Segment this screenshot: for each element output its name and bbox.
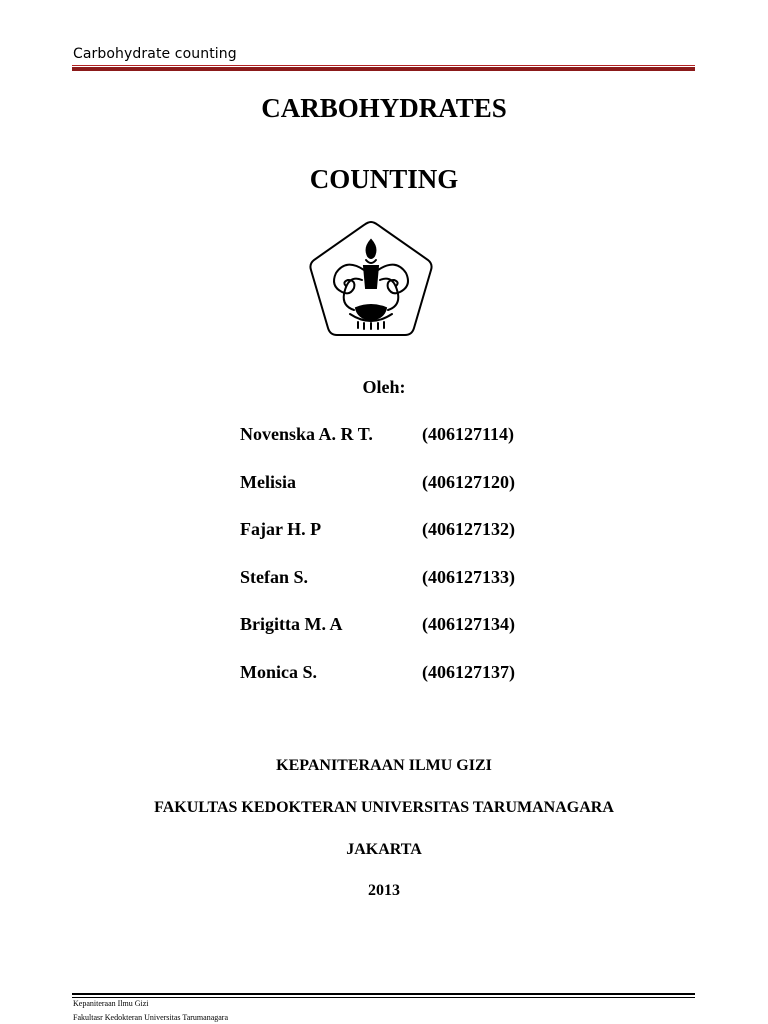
author-row [240,472,560,520]
author-row [240,519,560,567]
author-row [240,424,560,472]
running-header-title: Carbohydrate counting [73,46,237,62]
authors-list [240,424,560,710]
department-name: KEPANITERAAN ILMU GIZI [276,757,492,774]
document-title-line-2: COUNTING [309,164,459,194]
author-name: Stefan S. [240,566,309,587]
author-name: Monica S. [240,661,318,682]
document-title-line-1: CARBOHYDRATES [261,93,507,123]
author-name: Fajar H. P [240,519,322,540]
footer-department: Kepaniteraan Ilmu Gizi [73,999,149,1008]
author-name: Melisia [240,471,296,492]
author-row [240,567,560,615]
author-name: Novenska A. R T. [240,424,373,444]
footer-rule-thick [72,993,695,995]
author-row [240,614,560,662]
header-rule-thin [72,65,695,66]
authors-intro: Oleh: [362,377,406,397]
footer-faculty: Fakultasr Kedokteran Universitas Tarumanagara [73,1013,229,1022]
author-id: (406127137) [422,661,515,682]
author-id: (406127132) [422,519,515,540]
author-row [240,662,560,710]
author-id: (406127114) [422,424,514,444]
publication-year: 2013 [368,882,400,899]
author-name: Brigitta M. A [240,614,343,635]
author-id: (406127134) [422,614,515,635]
faculty-name: FAKULTAS KEDOKTERAN UNIVERSITAS TARUMANAGARA [154,799,614,816]
author-id: (406127120) [422,471,515,492]
header-rule-thick [72,67,695,71]
author-id: (406127133) [422,566,515,587]
footer-rule-thin [72,997,695,998]
city-name: JAKARTA [346,841,422,858]
university-seal-icon [306,218,436,340]
